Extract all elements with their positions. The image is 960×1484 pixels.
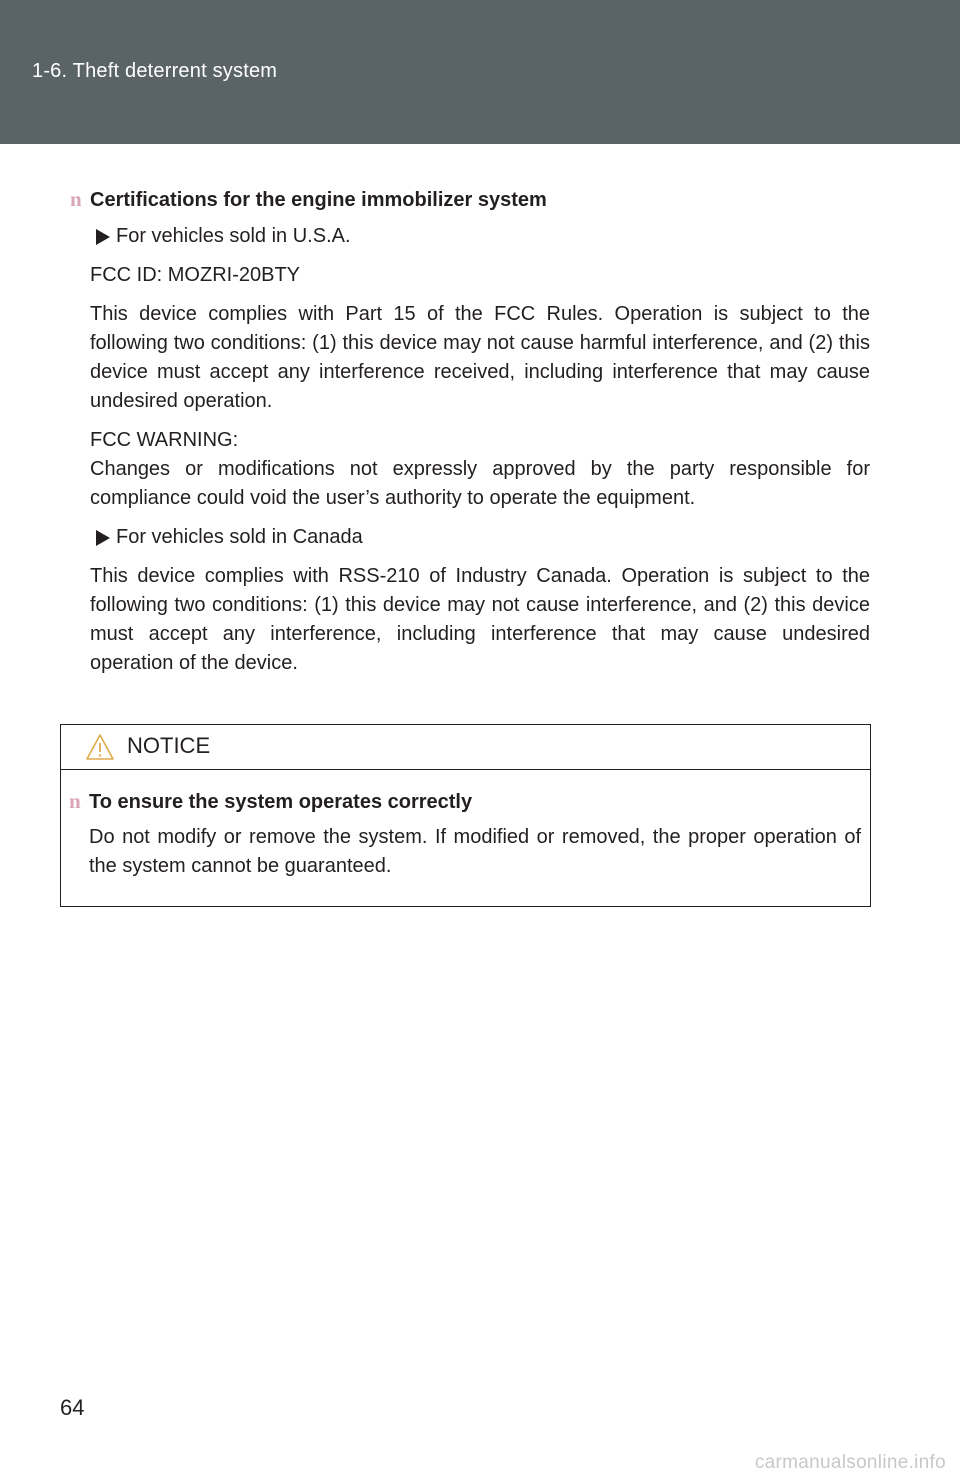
canada-label-row xyxy=(90,523,870,552)
warning-triangle-icon xyxy=(85,733,115,761)
fcc-warning-title: FCC WARNING: xyxy=(90,429,239,451)
usa-label: For vehicles sold in U.S.A. xyxy=(116,225,351,247)
canada-label: For vehicles sold in Canada xyxy=(116,526,363,548)
arrow-right-icon xyxy=(96,530,110,546)
fcc-warning-text: Changes or modifications not expressly approved by the party responsible for compliance could void the user’s authority to operate the equipment. xyxy=(90,458,870,509)
canada-section xyxy=(70,523,870,678)
notice-text: Do not modify or remove the system. If modified or removed, the proper operation of the system cannot be guaranteed. xyxy=(89,826,861,877)
section-title: 1-6. Theft deterrent system xyxy=(32,60,278,82)
notice-box xyxy=(60,724,871,907)
bullet-icon: n xyxy=(69,789,81,813)
usa-label-row xyxy=(90,222,870,251)
notice-body xyxy=(69,785,861,881)
arrow-right-icon xyxy=(96,229,110,245)
notice-header xyxy=(61,725,870,770)
main-content xyxy=(70,182,870,678)
notice-heading xyxy=(69,785,861,817)
page-number: 64 xyxy=(60,1395,85,1420)
certification-heading-text: Certifications for the engine immobilizer system xyxy=(90,189,547,211)
canada-compliance-text: This device complies with RSS-210 of Industry Canada. Operation is subject to the following two conditions: (1) this device may not cause interference, and (2) this device must accept any interference, including interference that may cause undesired operation of the device. xyxy=(90,565,870,674)
notice-heading-text: To ensure the system operates correctly xyxy=(89,791,473,813)
header-band xyxy=(0,0,960,144)
fcc-id: FCC ID: MOZRI-20BTY xyxy=(90,264,301,286)
fcc-compliance-text: This device complies with Part 15 of the FCC Rules. Operation is subject to the following two conditions: (1) this device may not cause harmful interference, and (2) this device must accept any interference received, including interference that may cause undesired operation. xyxy=(90,303,870,412)
certification-heading xyxy=(70,182,870,216)
notice-title: NOTICE xyxy=(127,733,211,758)
usa-section xyxy=(70,222,870,513)
bullet-icon: n xyxy=(70,187,82,211)
watermark: carmanualsonline.info xyxy=(754,1452,946,1473)
